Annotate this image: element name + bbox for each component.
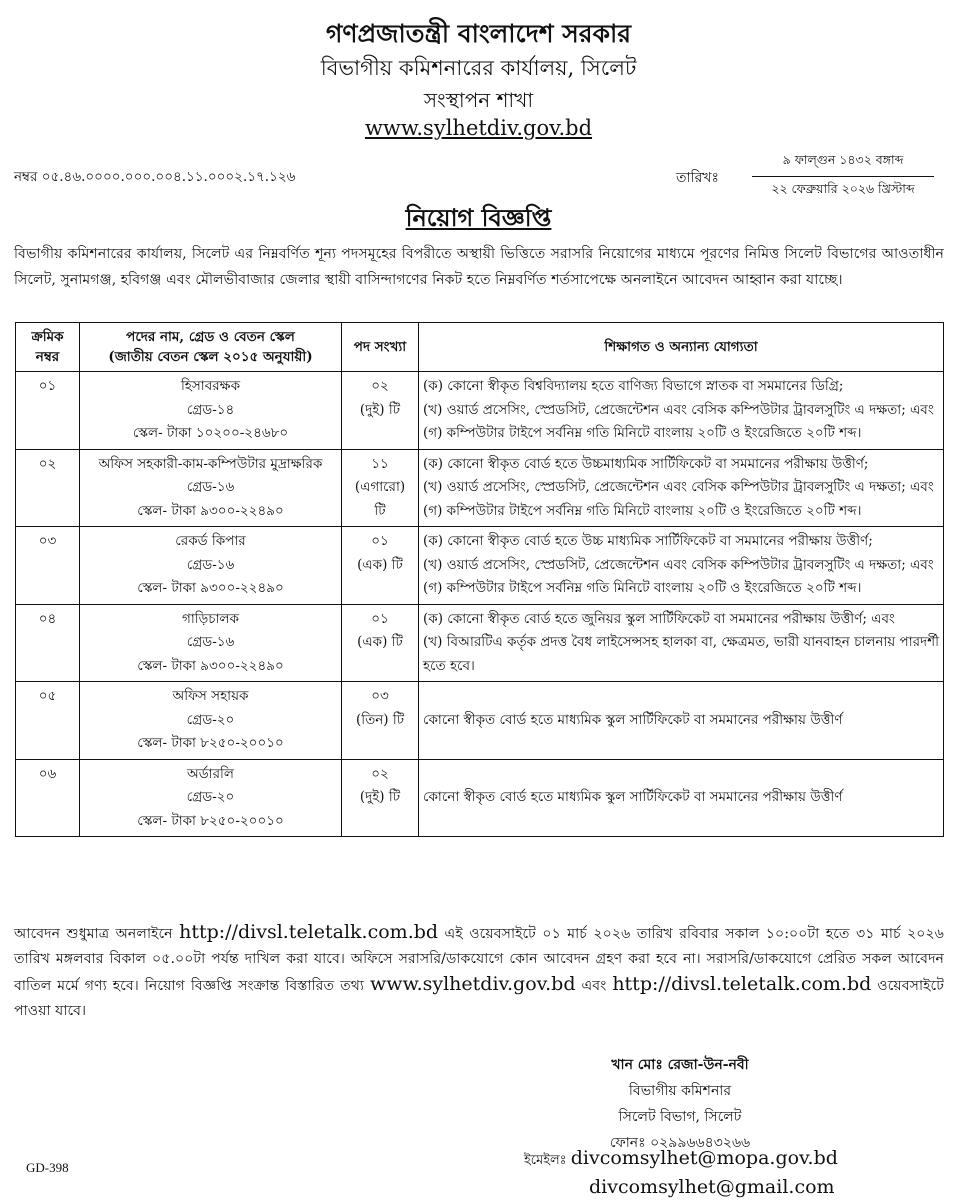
post-grade: গ্রেড-২০ xyxy=(186,789,235,805)
row-count xyxy=(342,759,419,837)
row-count xyxy=(342,372,419,450)
row-qualification xyxy=(419,449,944,527)
post-name: অফিস সহকারী-কাম-কম্পিউটার মুদ্রাক্ষরিক xyxy=(98,455,323,472)
post-name: হিসাবরক্ষক xyxy=(180,378,241,394)
email-link-official[interactable]: divcomsylhet@mopa.gov.bd xyxy=(570,1147,838,1169)
qualification-item: (ক) কোনো স্বীকৃত বোর্ড হতে উচ্চমাধ্যমিক সার্টিফিকেট বা সমমানের পরীক্ষায় উত্তীর্ণ; xyxy=(423,455,869,472)
qualification-item: (ক) কোনো স্বীকৃত বোর্ড হতে জুনিয়র স্কুল সার্টিফিকেট বা সমমানের পরীক্ষায় উত্তীর্ণ; এবং xyxy=(423,610,895,627)
instructions-text: এই ওয়েবসাইটে ০১ মার্চ ২০২৬ তারিখ রবিবার সকাল ১০:০০টা হতে ৩১ মার্চ ২০২৬ তারিখ মঙ্গলবার বিকাল ০৫.০০টা পর্যন্ত দাখিল করা যাবে। অফিসে সরাসরি/ডাকযোগে কোন আবেদন গ্রহণ করা হবে না। সরাসরি/ডাকযোগে প্রেরিত সকল আবেদন বাতিল মর্মে গণ্য হবে। নিয়োগ বিজ্ঞপ্তি সংক্রান্ত বিস্তারিত তথ্য xyxy=(14,926,944,994)
row-post xyxy=(80,527,342,605)
notice-title-wrap xyxy=(0,200,957,240)
post-name: অফিস সহায়ক xyxy=(172,688,249,704)
row-qualification xyxy=(419,682,944,760)
post-grade: গ্রেড-২০ xyxy=(186,711,235,728)
row-post xyxy=(80,682,342,760)
count-number: ০১ xyxy=(371,610,389,627)
signatory-division: সিলেট বিভাগ, সিলেট xyxy=(618,1109,742,1125)
qualification-item: (গ) কম্পিউটার টাইপে সর্বনিম্ন গতি মিনিটে বাংলায় ২০টি ও ইংরেজিতে ২০টি শব্দ। xyxy=(423,502,862,519)
post-name: অর্ডারলি xyxy=(187,765,234,782)
post-grade: গ্রেড-১৬ xyxy=(186,556,235,573)
qualification-item: (খ) ওয়ার্ড প্রসেসিং, স্প্রেডসিট, প্রেজেন্টেশন এবং বেসিক কম্পিউটার ট্রাবলসুটিং এ দক্ষতা; এবং xyxy=(423,401,934,418)
signatory-phone: ফোনঃ ০২৯৯৬৬৪৩২৬৬ xyxy=(609,1135,751,1151)
table-header-row xyxy=(16,323,944,372)
count-words: (এক) টি xyxy=(357,634,403,650)
row-qualification xyxy=(419,372,944,450)
count-number: ০১ xyxy=(371,533,389,549)
post-scale: স্কেল- টাকা ৮২৫০-২০০১০ xyxy=(137,735,284,751)
table-row xyxy=(16,372,944,450)
instructions-text: আবেদন শুধুমাত্র অনলাইনে xyxy=(14,926,180,942)
row-post xyxy=(80,604,342,682)
qualification-item: (খ) বিআরটিএ কর্তৃক প্রদত্ত বৈধ লাইসেন্সসহ হালকা বা, ক্ষেত্রমত, ভারী যানবাহন চালনায় পারদর্শী হতে হবে। xyxy=(423,634,939,674)
row-count xyxy=(342,604,419,682)
date-bangla: ৯ ফাল্গুন ১৪৩২ বঙ্গাব্দ xyxy=(752,152,934,177)
count-number: ১১ xyxy=(371,455,389,472)
post-name: গাড়িচালক xyxy=(182,610,239,627)
memo-number: নম্বর ০৫.৪৬.০০০০.০০০.০০৪.১১.০০০২.১৭.১২৬ xyxy=(14,169,296,185)
qualification-item: কোনো স্বীকৃত বোর্ড হতে মাধ্যমিক স্কুল সার্টিফিকেট বা সমমানের পরীক্ষায় উত্তীর্ণ xyxy=(423,711,843,728)
row-count xyxy=(342,527,419,605)
row-count xyxy=(342,682,419,760)
count-words: (এগারো) xyxy=(354,479,406,495)
qualification-item: (ক) কোনো স্বীকৃত বিশ্ববিদ্যালয় হতে বাণিজ্য বিভাগে স্নাতক বা সমমানের ডিগ্রি; xyxy=(423,378,844,394)
contact-emails xyxy=(524,1145,838,1203)
posts-table xyxy=(15,322,944,837)
table-row xyxy=(16,527,944,605)
instructions-text: ওয়েবসাইটে পাওয়া যাবে। xyxy=(14,978,944,1019)
row-post xyxy=(80,759,342,837)
office-name: বিভাগীয় কমিশনারের কার্যালয়, সিলেট xyxy=(320,56,637,80)
post-grade: গ্রেড-১৬ xyxy=(186,479,235,495)
row-qualification xyxy=(419,604,944,682)
application-instructions xyxy=(14,920,944,1024)
notice-title: নিয়োগ বিজ্ঞপ্তি xyxy=(405,203,552,232)
qualification-item: (ক) কোনো স্বীকৃত বোর্ড হতে উচ্চ মাধ্যমিক সার্টিফিকেট বা সমমানের পরীক্ষায় উত্তীর্ণ; xyxy=(423,533,873,549)
row-serial: ০৫ xyxy=(16,682,80,760)
qualification-item: (গ) কম্পিউটার টাইপে সর্বনিম্ন গতি মিনিটে বাংলায় ২০টি ও ইংরেজিতে ২০টি শব্দ। xyxy=(423,425,862,441)
row-serial: ০৬ xyxy=(16,759,80,837)
header-post-sub: (জাতীয় বেতন স্কেল ২০১৫ অনুযায়ী) xyxy=(108,349,313,365)
post-scale: স্কেল- টাকা ৯৩০০-২২৪৯০ xyxy=(137,657,284,674)
date-label: তারিখঃ xyxy=(676,170,719,186)
signature-block xyxy=(560,1052,800,1156)
post-scale: স্কেল- টাকা ১০২০০-২৪৬৮০ xyxy=(132,425,289,441)
row-serial: ০১ xyxy=(16,372,80,450)
apply-url-link-2[interactable]: http://divsl.teletalk.com.bd xyxy=(612,973,872,995)
qualification-item: (খ) ওয়ার্ড প্রসেসিং, স্প্রেডসিট, প্রেজেন্টেশন এবং বেসিক কম্পিউটার ট্রাবলসুটিং এ দক্ষতা; এবং xyxy=(423,479,934,495)
table-row xyxy=(16,682,944,760)
date-block xyxy=(752,152,934,201)
post-scale: স্কেল- টাকা ৯৩০০-২২৪৯০ xyxy=(137,580,284,596)
post-scale: স্কেল- টাকা ৯৩০০-২২৪৯০ xyxy=(137,502,284,519)
document-code: GD-398 xyxy=(26,1160,69,1175)
email-link-gmail[interactable]: divcomsylhet@gmail.com xyxy=(589,1176,835,1198)
table-row xyxy=(16,604,944,682)
row-serial: ০৩ xyxy=(16,527,80,605)
row-qualification xyxy=(419,759,944,837)
count-words: (তিন) টি xyxy=(355,711,405,728)
count-words: (এক) টি xyxy=(357,556,403,573)
row-post xyxy=(80,449,342,527)
email-label: ইমেইলঃ xyxy=(524,1153,571,1168)
count-number: ০২ xyxy=(371,765,389,782)
instructions-text: এবং xyxy=(575,978,613,994)
table-row xyxy=(16,449,944,527)
table-row xyxy=(16,759,944,837)
count-number: ০২ xyxy=(371,378,389,394)
post-scale: স্কেল- টাকা ৮২৫০-২০০১০ xyxy=(137,812,284,829)
row-serial: ০৪ xyxy=(16,604,80,682)
date-english: ২২ ফেব্রুয়ারি ২০২৬ খ্রিস্টাব্দ xyxy=(771,181,915,196)
header-qualification: শিক্ষাগত ও অন্যান্য যোগ্যতা xyxy=(419,323,944,372)
signatory-name: খান মোঃ রেজা-উন-নবী xyxy=(611,1057,749,1073)
post-grade: গ্রেড-১৪ xyxy=(186,401,235,418)
row-qualification xyxy=(419,527,944,605)
intro-paragraph: বিভাগীয় কমিশনারের কার্যালয়, সিলেট এর নিম্নবর্ণিত শূন্য পদসমূহের বিপরীতে অস্থায়ী ভিত্তিতে সরাসরি নিয়োগের মাধ্যমে পূরণের নিমিত্ত সিলেট বিভাগের আওতাধীন সিলেট, সুনামগঞ্জ, হবিগঞ্জ এবং মৌলভীবাজার জেলার স্থায়ী বাসিন্দাগণের নিকট হতে নিম্নবর্ণিত শর্তসাপেক্ষে অনলাইনে আবেদন আহ্বান করা যাচ্ছে। xyxy=(14,246,944,288)
header-post xyxy=(80,323,342,372)
info-url-link[interactable]: www.sylhetdiv.gov.bd xyxy=(370,973,576,995)
row-post xyxy=(80,372,342,450)
header-post-title: পদের নাম, গ্রেড ও বেতন স্কেল xyxy=(126,329,295,345)
qualification-item: (খ) ওয়ার্ড প্রসেসিং, স্প্রেডসিট, প্রেজেন্টেশন এবং বেসিক কম্পিউটার ট্রাবলসুটিং এ দক্ষতা; এবং xyxy=(423,556,934,573)
apply-url-link[interactable]: http://divsl.teletalk.com.bd xyxy=(179,921,439,943)
qualification-item: (গ) কম্পিউটার টাইপে সর্বনিম্ন গতি মিনিটে বাংলায় ২০টি ও ইংরেজিতে ২০টি শব্দ। xyxy=(423,580,862,596)
post-grade: গ্রেড-১৬ xyxy=(186,634,235,650)
header-count: পদ সংখ্যা xyxy=(342,323,419,372)
government-name: গণপ্রজাতন্ত্রী বাংলাদেশ সরকার xyxy=(326,19,631,48)
count-words: (দুই) টি xyxy=(359,401,401,418)
branch-name: সংস্থাপন শাখা xyxy=(423,88,534,112)
signatory-designation: বিভাগীয় কমিশনার xyxy=(628,1083,732,1099)
post-name: রেকর্ড কিপার xyxy=(175,533,246,549)
count-words: (দুই) টি xyxy=(359,789,401,805)
qualification-item: কোনো স্বীকৃত বোর্ড হতে মাধ্যমিক স্কুল সার্টিফিকেট বা সমমানের পরীক্ষায় উত্তীর্ণ xyxy=(423,789,843,805)
count-unit: টি xyxy=(374,502,386,519)
website-link[interactable]: www.sylhetdiv.gov.bd xyxy=(364,116,593,140)
count-number: ০৩ xyxy=(371,688,389,704)
header-serial: ক্রমিক নম্বর xyxy=(16,323,80,372)
row-serial: ০২ xyxy=(16,449,80,527)
row-count xyxy=(342,449,419,527)
